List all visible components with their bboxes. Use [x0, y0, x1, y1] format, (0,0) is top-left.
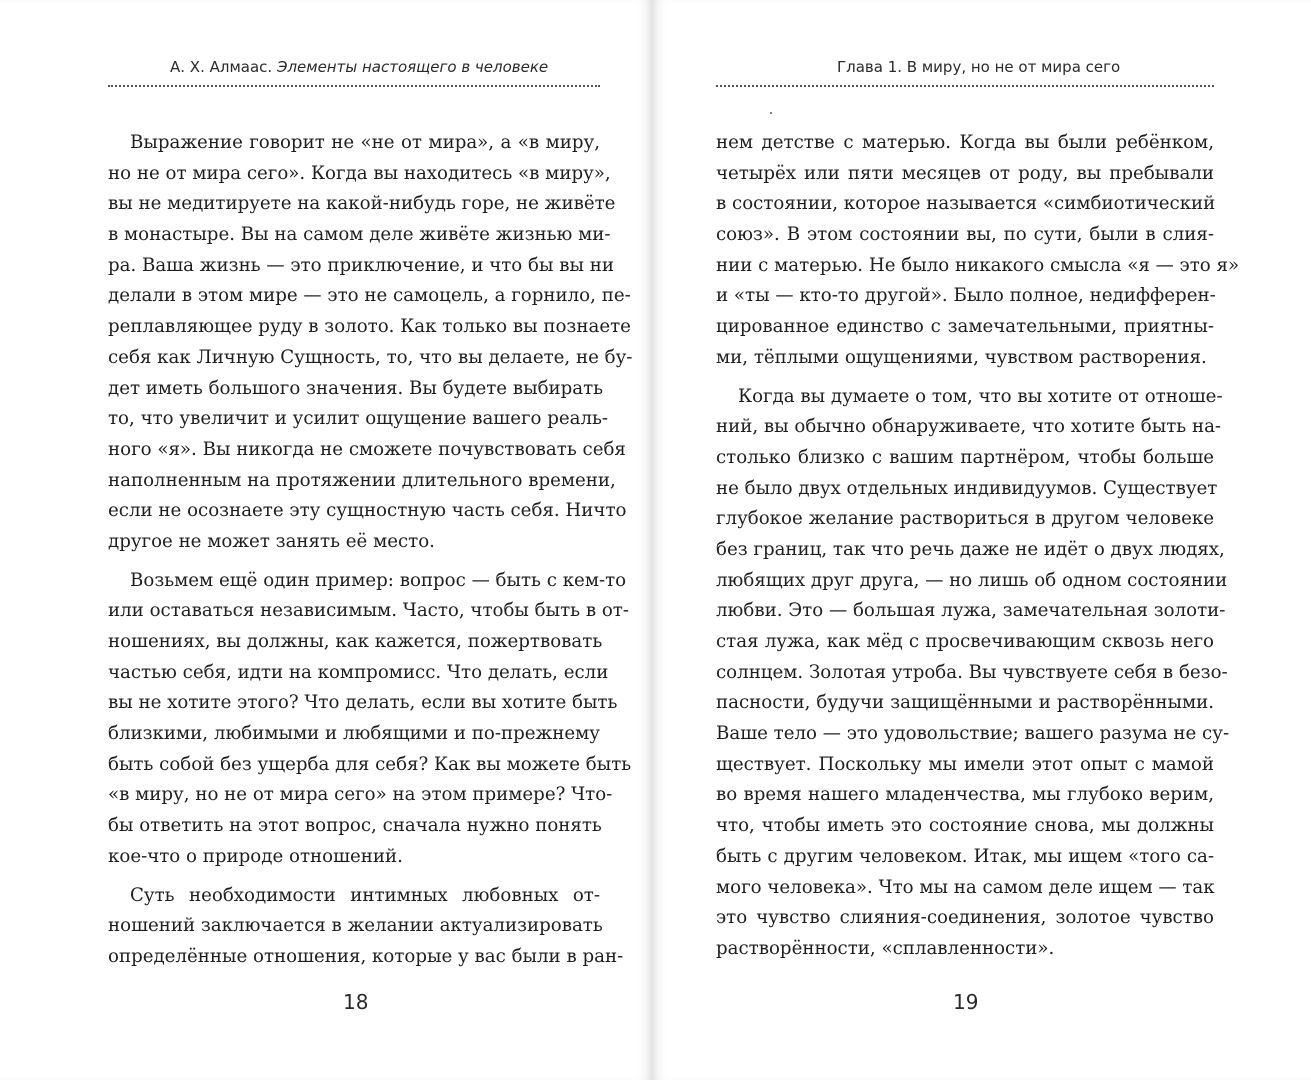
text-line: любящих друг друга, — но лишь об одном состоянии: [716, 569, 1228, 591]
text-line: вы не хотите этого? Что делать, если вы хотите быть: [108, 692, 618, 714]
text-line: другое не может занять её место.: [108, 530, 435, 552]
text-line: «в миру, но не от мира сего» на этом примере? Что-: [108, 784, 613, 806]
text-line: союз». В этом состоянии вы, по сути, были в слия-: [716, 224, 1214, 246]
text-line: вы не медитируете на какой-нибудь горе, не живёте: [108, 193, 616, 215]
page-number-right: 19: [953, 990, 979, 1014]
text-line: делали в этом мире — это не самоцель, а горнило, пе-: [108, 285, 631, 307]
text-line: частью себя, идти на компромисс. Что делать, если: [108, 661, 609, 683]
text-line: пасности, будучи защищёнными и растворёнными.: [716, 692, 1214, 714]
running-head-left: [170, 58, 548, 76]
text-line: но не от мира сего». Когда вы находитесь «в миру»,: [108, 162, 611, 184]
text-line: без границ, так что речь даже не идёт о двух людях,: [716, 538, 1225, 560]
text-line: во время нашего младенчества, мы глубоко верим,: [716, 784, 1214, 806]
body-text-right: [716, 128, 1240, 965]
text-line: определённые отношения, которые у вас были в ран-: [108, 945, 624, 967]
text-line: любви. Это — большая лужа, замечательная золоти-: [716, 600, 1226, 622]
text-line: бы ответить на этот вопрос, сначала нужно понять: [108, 815, 602, 837]
text-line: что, чтобы иметь это состояние снова, мы должны: [716, 815, 1214, 837]
header-dotted-rule-left: [108, 85, 600, 87]
text-line: Суть необходимости интимных любовных от-: [130, 884, 600, 906]
text-line: в монастыре. Вы на самом деле живёте жизнью ми-: [108, 224, 611, 246]
paragraph-gap: [108, 558, 600, 566]
text-line: и «ты — кто-то другой». Было полное, недифферен-: [716, 285, 1216, 307]
text-line: ра. Ваша жизнь — это приключение, и что бы вы ни: [108, 254, 614, 276]
text-line: мого человека». Что мы на самом деле ищем — так: [716, 876, 1215, 898]
text-line: реплавляющее руду в золото. Как только вы познаете: [108, 316, 631, 338]
text-line: себя как Личную Сущность, то, что вы делаете, не бу-: [108, 346, 633, 368]
text-line: в состоянии, которое называется «симбиотический: [716, 193, 1216, 215]
text-line: то, что увеличит и усилит ощущение вашего реаль-: [108, 408, 609, 430]
paragraph-gap: [716, 374, 1214, 382]
header-book-title: Элементы настоящего в человеке: [276, 58, 549, 76]
text-line: стая лужа, как мёд с просвечивающим сквозь него: [716, 631, 1214, 652]
left-page: [0, 0, 652, 1080]
text-line: ношениях, вы должны, как кажется, пожертвовать: [108, 631, 603, 652]
text-line: глубокое желание раствориться в другом человеке: [716, 508, 1214, 530]
running-head-right: [837, 58, 1120, 76]
text-line: ми, тёплыми ощущениями, чувством растворения.: [716, 346, 1207, 368]
header-dotted-rule-right: [716, 85, 1214, 87]
text-line: четырёх или пяти месяцев от роду, вы пребывали: [716, 162, 1214, 184]
header-chapter: Глава 1. В миру, но не от мира сего: [837, 58, 1121, 76]
text-line: Когда вы думаете о том, что вы хотите от отноше-: [738, 385, 1223, 407]
header-author: А. Х. Алмаас.: [170, 58, 273, 76]
text-line: ществует. Поскольку мы имели этот опыт с мамой: [716, 753, 1214, 775]
text-line: Ваше тело — это удовольствие; вашего разума не су-: [716, 723, 1230, 745]
text-line: солнцем. Золотая утроба. Вы чувствуете себя в безо-: [716, 661, 1228, 683]
print-speck: [770, 112, 772, 114]
text-line: цированное единство с замечательными, приятны-: [716, 316, 1214, 338]
text-line: столько близко с вашим партнёром, чтобы больше: [716, 446, 1214, 468]
text-line: Выражение говорит не «не от мира», а «в миру,: [130, 132, 600, 153]
text-line: наполненным на протяжении длительного времени,: [108, 469, 616, 491]
text-line: быть с другим человеком. Итак, мы ищем «того са-: [716, 845, 1214, 867]
text-line: дет иметь большого значения. Вы будете выбирать: [108, 377, 604, 399]
text-line: растворённости, «сплавленности».: [716, 937, 1055, 959]
text-line: нии с матерью. Не было никакого смысла «я — это я»: [716, 254, 1240, 276]
text-line: если не осознаете эту сущностную часть себя. Ничто: [108, 500, 627, 522]
right-page: [652, 0, 1311, 1080]
text-line: ний, вы обычно обнаруживаете, что хотите быть на-: [716, 416, 1222, 438]
text-line: это чувство слияния-соединения, золотое чувство: [716, 907, 1214, 929]
text-line: Возьмем ещё один пример: вопрос — быть с кем-то: [130, 569, 627, 591]
text-line: не было двух отдельных индивидуумов. Существует: [716, 477, 1218, 499]
text-line: или оставаться независимым. Часто, чтобы быть в от-: [108, 600, 630, 622]
text-line: быть собой без ущерба для себя? Как вы можете быть: [108, 753, 632, 775]
body-text-left: [108, 128, 633, 973]
text-line: кое-что о природе отношений.: [108, 845, 403, 867]
text-line: нем детстве с матерью. Когда вы были ребёнком,: [716, 132, 1214, 153]
text-line: ношений заключается в желании актуализировать: [108, 915, 603, 937]
page-number-left: 18: [343, 990, 369, 1014]
text-line: близкими, любимыми и любящими и по-прежнему: [108, 723, 600, 745]
paragraph-gap: [108, 873, 600, 881]
text-line: ного «я». Вы никогда не сможете почувствовать себя: [108, 438, 626, 460]
